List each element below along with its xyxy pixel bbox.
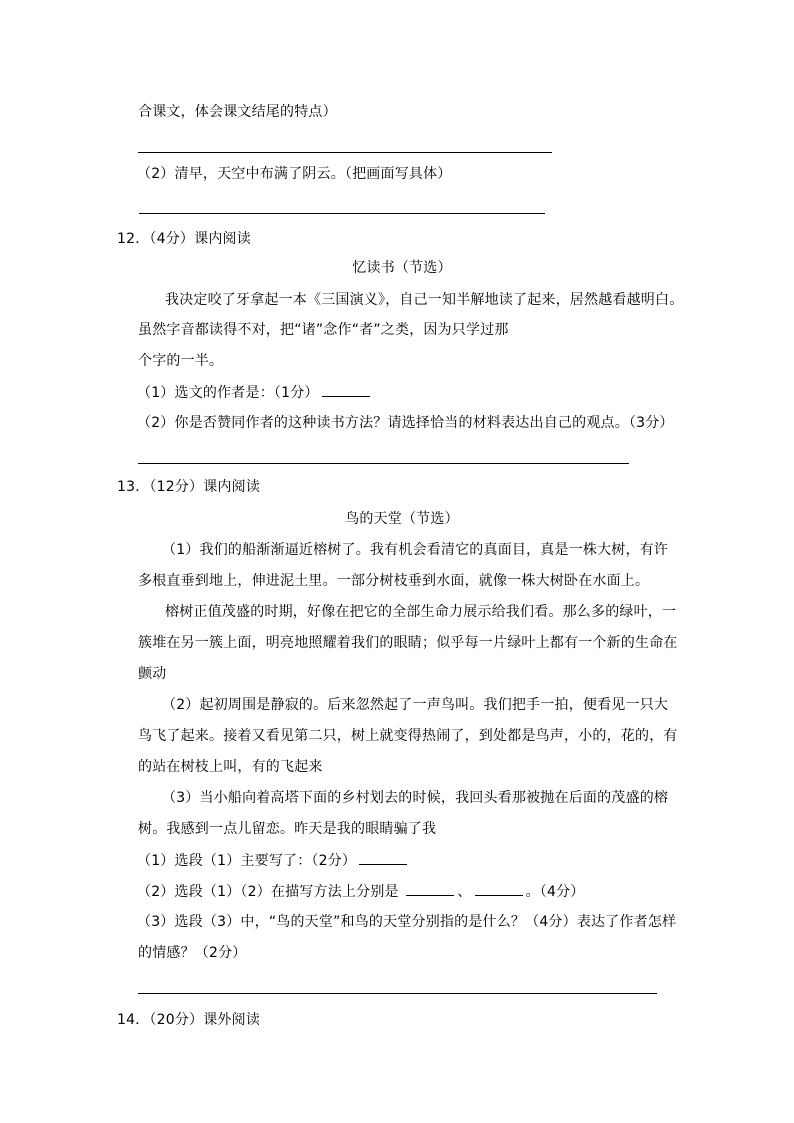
q11-item-2: （2）清早，天空中布满了阴云。（把画面写具体） (137, 166, 452, 182)
q13-item-2-score: 。（4分） (525, 884, 585, 900)
separator: 、 (457, 884, 472, 900)
q13-item-1-text: （1）选段（1）主要写了：（2分） (137, 853, 357, 869)
q13-passage-line: 簇堆在另一簇上面，明亮地照耀着我们的眼睛；似乎每一片绿叶上都有一个新的生命在 (138, 635, 678, 651)
q13-item-3: （3）选段（3）中，“鸟的天堂”和鸟的天堂分别指的是什么？（4分）表达了作者怎样 (137, 914, 677, 930)
q13-passage-line: 颤动 (138, 666, 167, 682)
answer-blank[interactable] (322, 384, 370, 397)
answer-blank[interactable] (406, 883, 454, 896)
q13-item-2 (137, 883, 585, 900)
q12-passage-line: 个字的一半。 (138, 353, 224, 369)
q13-item-3-cont: 的情感？（2分） (138, 945, 247, 961)
q13-passage-line: 多根直垂到地上，伸进泥土里。一部分树枝垂到水面，就像一株大树卧在水面上。 (138, 573, 650, 589)
answer-blank[interactable] (359, 852, 407, 865)
answer-line[interactable] (139, 213, 545, 214)
q13-heading: 13．（12分）课内阅读 (117, 479, 261, 495)
q12-item-1-text: （1）选文的作者是：（1分） (137, 385, 319, 401)
q12-heading: 12．（4分）课内阅读 (117, 231, 251, 247)
q14-heading: 14．（20分）课外阅读 (117, 1012, 261, 1028)
q13-passage-line: （1）我们的船渐渐逼近榕树了。我有机会看清它的真面目，真是一株大树，有许 (162, 542, 669, 558)
answer-line[interactable] (138, 993, 657, 994)
q11-prompt-tail: 合课文，体会课文结尾的特点） (138, 104, 337, 120)
q13-passage-line: 的站在树枝上叫，有的飞起来 (138, 759, 323, 775)
q13-item-2-text: （2）选段（1）（2）在描写方法上分别是 (137, 884, 399, 900)
answer-line[interactable] (138, 463, 629, 464)
q13-passage-line: （2）起初周围是静寂的。后来忽然起了一声鸟叫。我们把手一拍，便看见一只大 (162, 697, 669, 713)
q12-passage-title: 忆读书（节选） (352, 260, 452, 276)
q12-item-1 (137, 384, 373, 401)
q13-passage-title: 鸟的天堂（节选） (345, 511, 459, 527)
q12-passage-line: 我决定咬了牙拿起一本《三国演义》，自己一知半解地读了起来，居然越看越明白。 (165, 292, 684, 308)
q13-passage-line: 树。我感到一点儿留恋。昨天是我的眼睛骗了我 (138, 821, 437, 837)
q13-item-1 (137, 852, 410, 869)
q13-passage-line: 鸟飞了起来。接着又看见第二只，树上就变得热闹了，到处都是鸟声，小的，花的，有 (138, 728, 678, 744)
answer-line[interactable] (138, 152, 552, 153)
q12-passage-line: 虽然字音都读得不对，把“诸”念作“者”之类，因为只学过那 (138, 322, 509, 338)
q13-passage-line: 榕树正值茂盛的时期，好像在把它的全部生命力展示给我们看。那么多的绿叶，一 (165, 604, 677, 620)
q12-item-2: （2）你是否赞同作者的这种读书方法？请选择恰当的材料表达出自己的观点。（3分） (137, 415, 674, 431)
q13-passage-line: （3）当小船向着高塔下面的乡村划去的时候，我回头看那被抛在后面的茂盛的榕 (162, 790, 669, 806)
answer-blank[interactable] (475, 883, 523, 896)
